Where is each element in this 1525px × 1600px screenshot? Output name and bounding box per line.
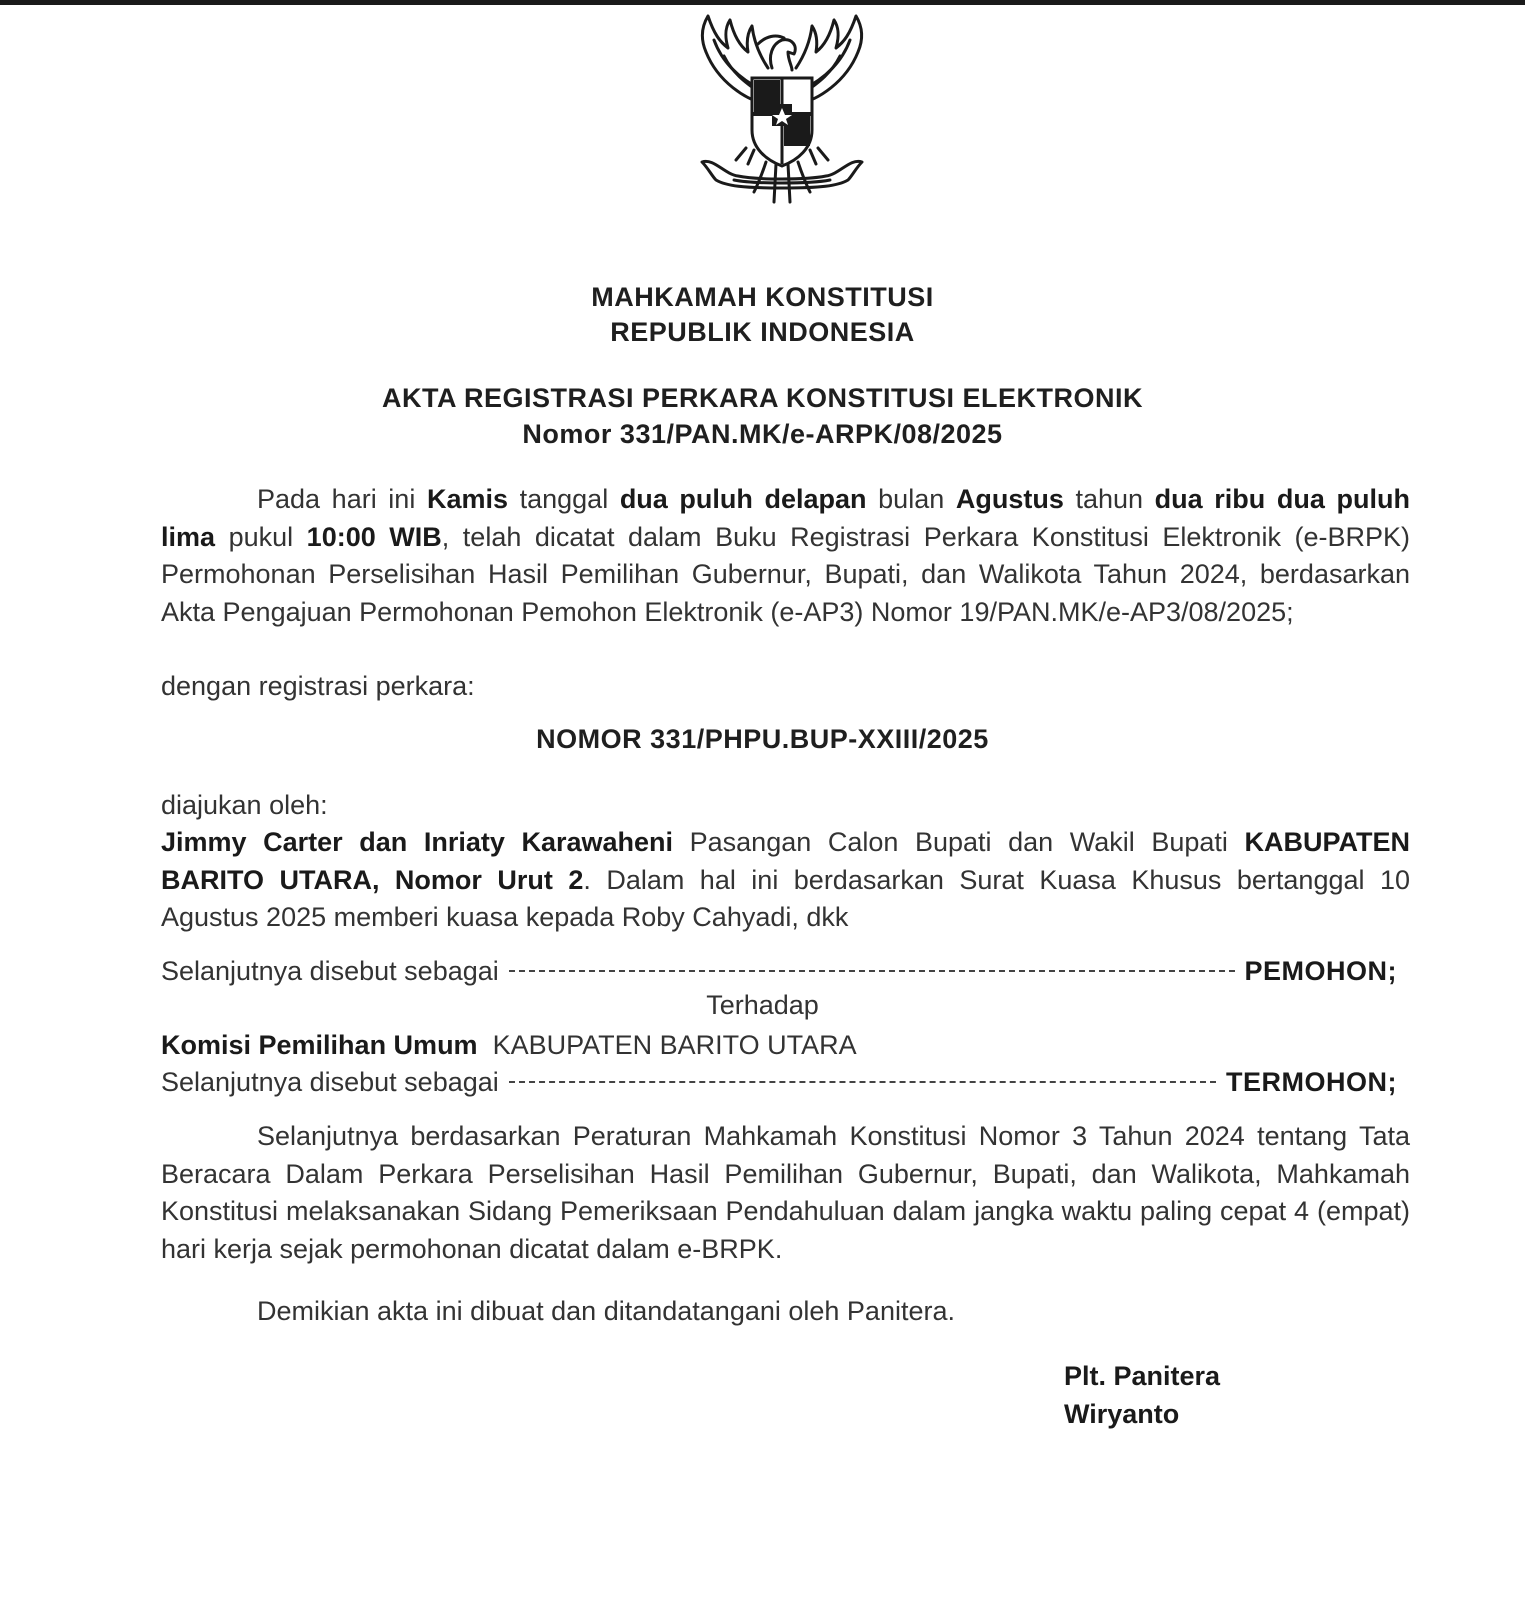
- pemohon-label: Selanjutnya disebut sebagai: [161, 956, 499, 986]
- regulation-paragraph: Selanjutnya berdasarkan Peraturan Mahkamah Konstitusi Nomor 3 Tahun 2024 tentang Tata Beracara Dalam Perkara Perselisihan Hasil Pemilihan Gubernur, Bupati, dan Walikota, Mahkamah Konstitusi melaksanakan Sidang Pemeriksaan Pendahuluan dalam jangka waktu paling cepat 4 (empat) hari kerja sejak permohonan dicatat dalam e-BRPK.: [161, 1121, 1410, 1264]
- against-label: Terhadap: [706, 990, 819, 1020]
- pemohon-line: [161, 953, 1397, 990]
- closing-statement: Demikian akta ini dibuat dan ditandatangani oleh Panitera.: [257, 1296, 955, 1326]
- leader-dashes: [509, 1081, 1216, 1083]
- date-words: dua puluh delapan: [619, 484, 867, 514]
- day-name: Kamis: [426, 484, 508, 514]
- document-title: AKTA REGISTRASI PERKARA KONSTITUSI ELEKTRONIK: [381, 383, 1144, 413]
- registration-paragraph: Pada hari ini Kamis tanggal dua puluh delapan bulan Agustus tahun dua ribu dua puluh lima pukul 10:00 WIB, telah dicatat dalam Buku Registrasi Perkara Konstitusi Elektronik (e-BRPK) Permohonan Perselisihan Hasil Pemilihan Gubernur, Bupati, dan Walikota Tahun 2024, berdasarkan Akta Pengajuan Permohonan Pemohon Elektronik (e-AP3) Nomor 19/PAN.MK/e-AP3/08/2025;: [161, 484, 1411, 627]
- termohon-role: TERMOHON;: [1226, 1067, 1397, 1097]
- applicant-paragraph: Jimmy Carter dan Inriaty Karawaheni Pasangan Calon Bupati dan Wakil Bupati KABUPATEN BARITO UTARA, Nomor Urut 2. Dalam hal ini berdasarkan Surat Kuasa Khusus bertanggal 10 Agustus 2025 memberi kuasa kepada Roby Cahyadi, dkk: [161, 827, 1410, 932]
- filed-by-label: diajukan oleh:: [161, 790, 328, 820]
- top-border: [0, 0, 1525, 5]
- case-number: NOMOR 331/PHPU.BUP-XXIII/2025: [536, 724, 989, 754]
- respondent-line: [161, 1027, 1410, 1065]
- year-words: dua ribu dua puluh lima: [161, 484, 1410, 552]
- pemohon-role: PEMOHON;: [1244, 956, 1397, 986]
- document-number: Nomor 331/PAN.MK/e-ARPK/08/2025: [522, 419, 1003, 449]
- institution-name: MAHKAMAH KONSTITUSI: [591, 282, 934, 312]
- institution-country: REPUBLIK INDONESIA: [610, 317, 915, 347]
- respondent-name: Komisi Pemilihan Umum: [161, 1030, 478, 1060]
- time-value: 10:00 WIB: [306, 521, 442, 552]
- signature-name: Wiryanto: [1064, 1399, 1180, 1429]
- month-name: Agustus: [955, 484, 1064, 514]
- leader-dashes: [509, 970, 1235, 972]
- termohon-label: Selanjutnya disebut sebagai: [161, 1067, 499, 1097]
- signature-title: Plt. Panitera: [1064, 1361, 1221, 1391]
- garuda-emblem-icon: [688, 12, 876, 208]
- applicant-names: Jimmy Carter dan Inriaty Karawaheni: [161, 827, 674, 857]
- registration-intro: dengan registrasi perkara:: [161, 671, 475, 701]
- respondent-region: KABUPATEN BARITO UTARA: [492, 1030, 857, 1060]
- applicant-region: KABUPATEN BARITO UTARA, Nomor Urut 2: [161, 827, 1410, 895]
- termohon-line: [161, 1064, 1397, 1101]
